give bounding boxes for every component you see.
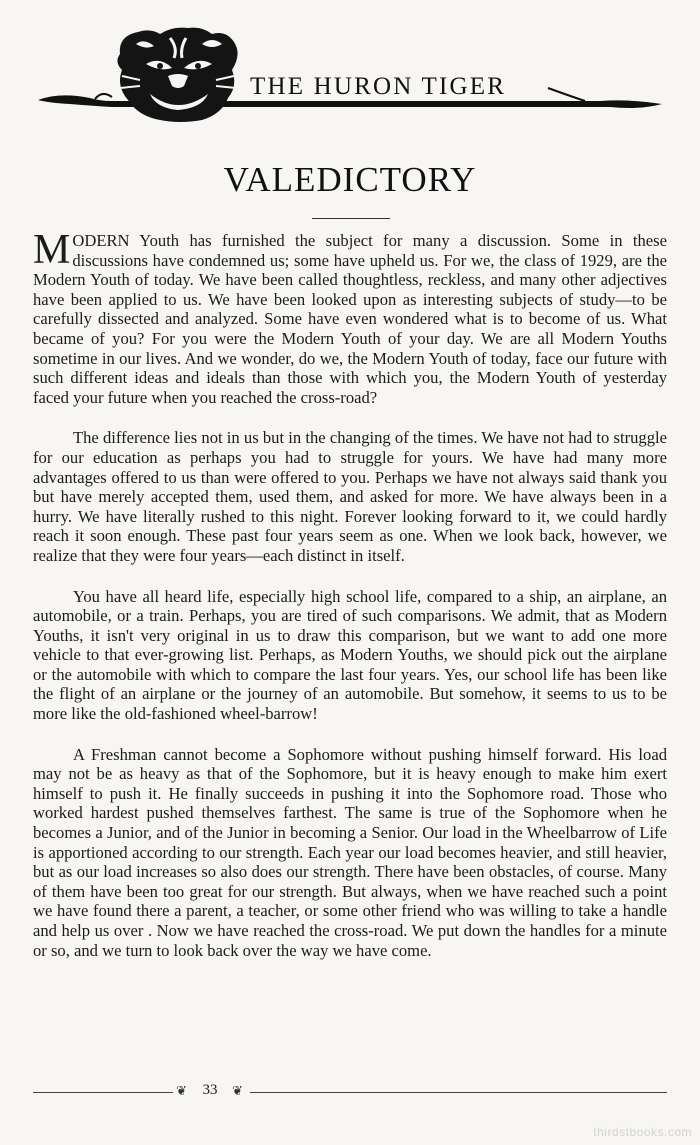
page-footer	[0, 1082, 700, 1112]
page-title: VALEDICTORY	[223, 160, 477, 199]
article-paragraph-4: A Freshman cannot become a Sophomore without pushing himself forward. His load may not be as heavy as that of the Sophomore, but it is heavy enough to make him exert himself to push it. He finally succeeds in pushing it into the Sophomore road. Those who worked hardest pushed themselves farthest. The same is true of the Sophomore when he becomes a Junior, and of the Junior in becoming a Senior. Our load in the Wheelbarrow of Life is apportioned according to our strength. Each year our load becomes heavier, and still heavier, but as our load increases so also does our strength. There have been obstacles, of course. Many of them have been too great for our strength. But always, when we have reached such a point we have found there a parent, a teacher, or some other friend who was willing to take a handle and help us over . Now we have reached the cross-road. We put down the handles for a minute or so, and we turn to look back over the way we have come.	[33, 744, 667, 960]
page-number: 33	[202, 1082, 218, 1098]
footer-rule-right	[250, 1092, 667, 1093]
drop-cap: M	[33, 227, 71, 273]
magazine-title: THE HURON TIGER	[250, 73, 507, 100]
footer-rule-left	[33, 1092, 173, 1093]
fleuron-left-icon: ❦	[176, 1084, 187, 1099]
article-body	[33, 227, 667, 981]
article-paragraph-3: You have all heard life, especially high school life, compared to a ship, an airplane, an automobile, or a train. Perhaps, you are tired of such comparisons. We admit, that as Modern Youths, it isn't very original in us to draw this comparison, but we want to add one more vehicle to that ever-growing list. Perhaps, as Modern Youths, we should pick out the airplane or the automobile with which to compare the last four years. Yes, our school life has been like the flight of an airplane or the journey of an automobile. But somehow, it seems to us to be more like the old-fashioned wheel-barrow!	[33, 586, 667, 724]
watermark: thirdstbooks.com	[593, 1125, 692, 1139]
article-paragraph-1	[33, 227, 667, 407]
paragraph-1-text: ODERN Youth has furnished the subject for many a discussion. Some in these discussions have condemned us; some have upheld us. For we, the class of 1929, are the Modern Youth of today. We have been called thoughtless, reckless, and many other adjectives have been applied to us. We have been looked upon as interesting subjects of study—to be carefully dissected and analyzed. Some have even wondered what is to become of us. What became of you? For you were the Modern Youth of your day. We are all Modern Youths sometime in our lives. And we wonder, do we, the Modern Youth of today, face our future with such different ideas and ideals than those with which you, the Modern Youth of yesterday faced your future when you reached the cross-road?	[33, 231, 667, 407]
header-rule-ornament	[0, 0, 700, 130]
article-paragraph-2: The difference lies not in us but in the changing of the times. We have not had to struggle for our education as perhaps you had to struggle for yours. We have had many more advantages offered to us than were offered to you. Perhaps we have not always said thank you but have merely accepted them, used them, and asked for more. We have always been in a hurry. We have literally rushed to this night. Forever looking forward to it, we could hardly reach it soon enough. These past four years seem as one. When we look back, however, we realize that they were four years—each distinct in itself.	[33, 428, 667, 565]
fleuron-right-icon: ❦	[232, 1084, 243, 1099]
page-header	[0, 0, 700, 130]
title-divider	[312, 218, 390, 219]
tiger-head-icon	[110, 24, 245, 124]
